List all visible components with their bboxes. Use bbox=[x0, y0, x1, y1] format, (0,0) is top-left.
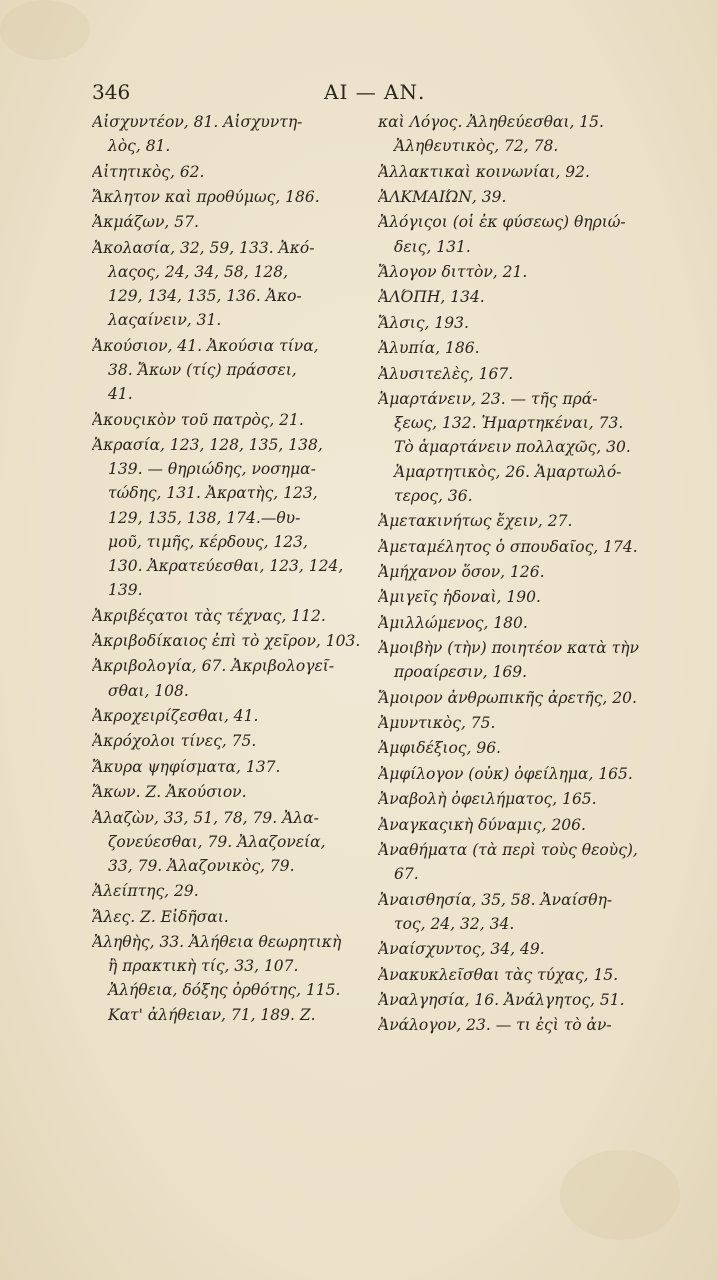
index-line: Ἀλλακτικαὶ κοινωνίαι, 92. bbox=[378, 162, 590, 181]
index-entry bbox=[378, 711, 663, 735]
index-entry bbox=[92, 654, 377, 702]
index-line: Ἀμετακινήτως ἔχειν, 27. bbox=[378, 512, 573, 531]
index-entry bbox=[92, 185, 377, 209]
index-line: 139. — θηριώδης, νοσημα- bbox=[108, 460, 316, 479]
index-line: Ἀκολασία, 32, 59, 133. Ἀκό- bbox=[92, 238, 315, 257]
index-line: Ἄλσις, 193. bbox=[378, 313, 469, 332]
index-line: Ἀμφιδέξιος, 96. bbox=[378, 739, 501, 758]
index-column-right bbox=[378, 110, 663, 1039]
index-line: Ἀμεταμέλητος ὁ σπουδαῖος, 174. bbox=[378, 537, 638, 556]
index-line: Ἀμοιβὴν (τὴν) ποιητέον κατὰ τὴν bbox=[378, 639, 639, 658]
index-line: τώδης, 131. Ἀκρατὴς, 123, bbox=[108, 484, 318, 503]
running-head: ΑΙ — ΑΝ. bbox=[324, 80, 426, 104]
index-entry bbox=[378, 387, 663, 508]
index-line: λὸς, 81. bbox=[108, 137, 171, 156]
index-line: 41. bbox=[108, 385, 133, 404]
index-line: δεις, 131. bbox=[394, 237, 471, 256]
index-entry bbox=[378, 888, 663, 936]
index-entry bbox=[92, 905, 377, 929]
index-entry bbox=[378, 636, 663, 684]
index-line: λαςαίνειν, 31. bbox=[108, 311, 222, 330]
index-entry bbox=[92, 408, 377, 432]
index-line: Ἀληθὴς, 33. Ἀλήθεια θεωρητικὴ bbox=[92, 933, 342, 952]
index-line: ξεως, 132. Ἡμαρτηκέναι, 73. bbox=[394, 414, 624, 433]
index-line: Ἄλογον διττὸν, 21. bbox=[378, 262, 528, 281]
index-entry bbox=[92, 755, 377, 779]
index-line: 67. bbox=[394, 865, 419, 884]
index-entry bbox=[378, 336, 663, 360]
index-line: ἈΛΌΠΗ, 134. bbox=[378, 288, 485, 307]
index-entry bbox=[378, 362, 663, 386]
index-line: Ἀναίσχυντος, 34, 49. bbox=[378, 940, 545, 959]
index-entry bbox=[92, 629, 377, 653]
index-entry bbox=[378, 160, 663, 184]
index-line: ἢ πρακτικὴ τίς, 33, 107. bbox=[108, 957, 299, 976]
index-entry bbox=[92, 210, 377, 234]
index-line: Αἰτητικὸς, 62. bbox=[92, 162, 205, 181]
index-entry bbox=[378, 285, 663, 309]
index-line: 38. Ἄκων (τίς) πράσσει, bbox=[108, 360, 297, 379]
index-entry bbox=[378, 787, 663, 811]
index-line: Ἀλόγιςοι (οἱ ἐκ φύσεως) θηριώ- bbox=[378, 213, 626, 232]
index-line: 33, 79. Ἀλαζονικὸς, 79. bbox=[108, 856, 295, 875]
index-line: Ἀκρασία, 123, 128, 135, 138, bbox=[92, 435, 323, 454]
index-line: Ἄκων. Ζ. Ἀκούσιον. bbox=[92, 783, 247, 802]
index-line: Ἁμαρτάνειν, 23. — τῆς πρά- bbox=[378, 389, 598, 408]
index-entry bbox=[378, 1013, 663, 1037]
index-entry bbox=[378, 813, 663, 837]
index-line: Ἀνακυκλεῖσθαι τὰς τύχας, 15. bbox=[378, 965, 619, 984]
index-entry bbox=[378, 736, 663, 760]
index-line: Ἀκουςικὸν τοῦ πατρὸς, 21. bbox=[92, 410, 304, 429]
index-line: Ἀναγκαςικὴ δύναμις, 206. bbox=[378, 815, 586, 834]
index-line: Ἀκρόχολοι τίνες, 75. bbox=[92, 732, 257, 751]
index-line: Ἀνάλογον, 23. — τι ἐςὶ τὸ ἀν- bbox=[378, 1016, 612, 1035]
index-line: Ἀκριβολογία, 67. Ἀκριβολογεῖ- bbox=[92, 657, 335, 676]
index-line: Ἀλήθεια, δόξης ὀρθότης, 115. bbox=[108, 981, 341, 1000]
index-line: λαςος, 24, 34, 58, 128, bbox=[108, 262, 289, 281]
index-entry bbox=[92, 236, 377, 333]
index-line: Ἀκριβοδίκαιος ἐπὶ τὸ χεῖρον, 103. bbox=[92, 631, 361, 650]
index-entry bbox=[378, 311, 663, 335]
index-line: Ἀναισθησία, 35, 58. Ἀναίσθη- bbox=[378, 890, 613, 909]
index-entry bbox=[92, 806, 377, 879]
index-entry bbox=[92, 780, 377, 804]
index-entry bbox=[92, 433, 377, 602]
index-line: Ἀλυσιτελὲς, 167. bbox=[378, 364, 514, 383]
index-line: Ἁμαρτητικὸς, 26. Ἁμαρτωλό- bbox=[394, 462, 622, 481]
index-entry bbox=[378, 260, 663, 284]
index-line: Ἀκριβέςατοι τὰς τέχνας, 112. bbox=[92, 606, 326, 625]
index-entry bbox=[92, 604, 377, 628]
index-entry bbox=[92, 704, 377, 728]
index-line: μοῦ, τιμῆς, κέρδους, 123, bbox=[108, 532, 308, 551]
index-line: Ἀκροχειρίζεσθαι, 41. bbox=[92, 706, 259, 725]
index-entry bbox=[92, 334, 377, 407]
index-line: Ἄκλητον καὶ προθύμως, 186. bbox=[92, 187, 320, 206]
index-entry bbox=[92, 729, 377, 753]
index-entry bbox=[378, 110, 663, 158]
index-line: Ἀληθευτικὸς, 72, 78. bbox=[394, 137, 559, 156]
index-entry bbox=[378, 762, 663, 786]
index-line: καὶ Λόγος. Ἀληθεύεσθαι, 15. bbox=[378, 113, 604, 131]
index-entry bbox=[378, 535, 663, 559]
paper-stain bbox=[0, 0, 90, 60]
index-line: Ἀναλγησία, 16. Ἀνάλγητος, 51. bbox=[378, 990, 625, 1009]
index-line: τος, 24, 32, 34. bbox=[394, 914, 515, 933]
index-line: Ἄκυρα ψηφίσματα, 137. bbox=[92, 757, 281, 776]
index-line: Ἀκμάζων, 57. bbox=[92, 213, 199, 232]
index-line: προαίρεσιν, 169. bbox=[394, 663, 528, 682]
index-entry bbox=[378, 210, 663, 258]
index-line: τερος, 36. bbox=[394, 486, 473, 505]
index-line: Ἀμιλλώμενος, 180. bbox=[378, 613, 528, 632]
index-entry bbox=[378, 185, 663, 209]
index-line: ζονεύεσθαι, 79. Ἀλαζονεία, bbox=[108, 832, 326, 851]
index-entry bbox=[378, 988, 663, 1012]
index-entry bbox=[92, 879, 377, 903]
index-entry bbox=[378, 509, 663, 533]
index-line: Κατ' ἀλήθειαν, 71, 189. Ζ. bbox=[108, 1005, 316, 1024]
index-line: 139. bbox=[108, 581, 143, 600]
index-line: 129, 134, 135, 136. Ἀκο- bbox=[108, 287, 302, 306]
index-entry bbox=[378, 963, 663, 987]
index-line: Ἀναθήματα (τὰ περὶ τοὺς θεοὺς), bbox=[378, 841, 638, 860]
index-line: Ἀμιγεῖς ἡδοναὶ, 190. bbox=[378, 588, 541, 607]
index-line: Ἀναβολὴ ὀφειλήματος, 165. bbox=[378, 790, 597, 809]
index-entry bbox=[378, 611, 663, 635]
index-line: Ἄλες. Ζ. Εἰδῆσαι. bbox=[92, 907, 229, 926]
index-line: Ἀμυντικὸς, 75. bbox=[378, 714, 496, 733]
index-line: Ἀλυπία, 186. bbox=[378, 339, 480, 358]
index-entry bbox=[378, 560, 663, 584]
page-header bbox=[92, 80, 562, 108]
index-line: Ἀλαζὼν, 33, 51, 78, 79. Ἀλα- bbox=[92, 808, 319, 827]
index-line: Τὸ ἁμαρτάνειν πολλαχῶς, 30. bbox=[394, 438, 631, 457]
index-entry bbox=[92, 110, 377, 158]
index-line: Ἀλείπτης, 29. bbox=[92, 882, 199, 901]
index-line: Αἰσχυντέον, 81. Αἰσχυντη- bbox=[92, 113, 303, 131]
index-column-left bbox=[92, 110, 377, 1028]
index-line: Ἄμοιρον ἀνθρωπικῆς ἀρετῆς, 20. bbox=[378, 688, 637, 707]
index-entry bbox=[378, 686, 663, 710]
index-entry bbox=[378, 585, 663, 609]
index-entry bbox=[378, 838, 663, 886]
index-line: 129, 135, 138, 174.—θυ- bbox=[108, 508, 301, 527]
index-entry bbox=[92, 930, 377, 1027]
page-number: 346 bbox=[92, 80, 131, 104]
index-line: 130. Ἀκρατεύεσθαι, 123, 124, bbox=[108, 556, 344, 575]
index-line: σθαι, 108. bbox=[108, 681, 189, 700]
index-line: Ἀμφίλογον (οὐκ) ὀφείλημα, 165. bbox=[378, 764, 633, 783]
index-line: ἈΛΚΜΑΙΏΝ, 39. bbox=[378, 187, 507, 206]
index-entry bbox=[92, 160, 377, 184]
index-line: Ἀμήχανον ὅσον, 126. bbox=[378, 562, 545, 581]
paper-stain bbox=[560, 1150, 680, 1240]
index-entry bbox=[378, 937, 663, 961]
index-line: Ἀκούσιον, 41. Ἀκούσια τίνα, bbox=[92, 336, 319, 355]
